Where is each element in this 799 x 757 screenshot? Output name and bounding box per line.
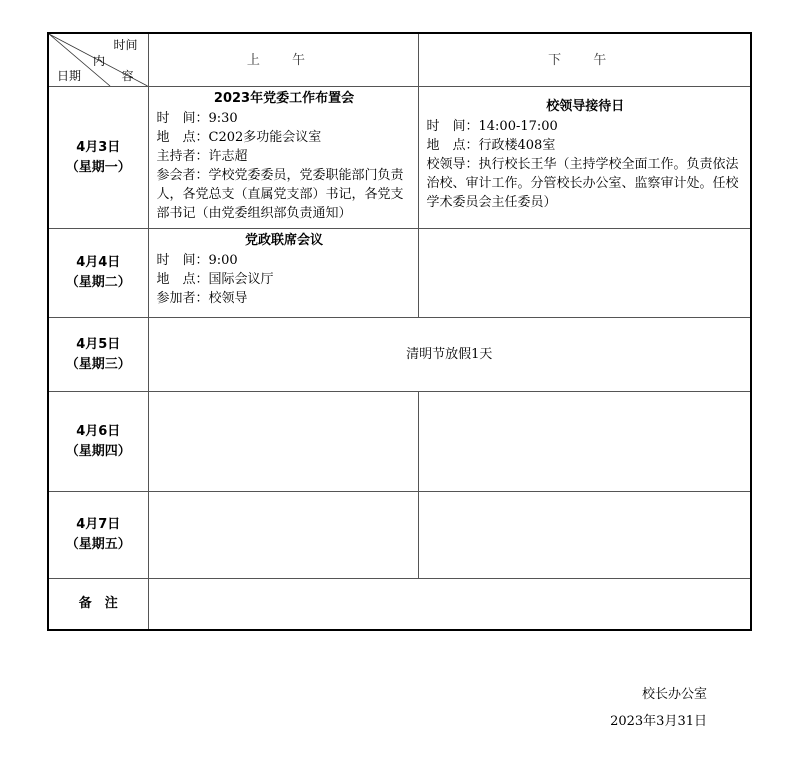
day-weekday: （星期一） [65,159,131,175]
day-date: 4月4日 [76,255,121,270]
corner-cell [48,33,148,87]
afternoon-cell [418,392,751,492]
morning-cell [148,492,418,579]
table-row [48,392,751,492]
event-attendees: 参会者：学校党委委员，党委职能部门负责人，各党总支（直属党支部）书记，各党支部书记（由党委组织部负责通知） [156,168,404,221]
day-date: 4月3日 [76,139,121,155]
day-cell [48,492,148,579]
morning-cell [148,229,418,318]
afternoon-cell [418,87,751,229]
corner-label-nei: 内 [93,54,106,68]
event-location: 地 点：国际会议厅 [156,272,274,287]
event-title: 2023年党委工作布置会 [213,91,355,106]
remarks-label: 备 注 [48,579,148,630]
day-weekday: （星期二） [65,275,131,290]
day-date: 4月5日 [76,336,121,352]
event-location: 地 点：行政楼408室 [426,138,556,153]
day-weekday: （星期五） [65,537,131,552]
day-cell [48,392,148,492]
event-location: 地 点：C202多功能会议室 [156,130,322,145]
issue-date: 2023年3月31日 [610,714,707,729]
remarks-cell [148,579,751,630]
header-row [48,33,751,87]
corner-label-date: 日期 [57,69,82,83]
morning-cell [148,392,418,492]
event-time: 时 间：9:30 [156,111,238,126]
afternoon-cell [418,492,751,579]
event-host: 主持者：许志超 [156,149,248,164]
morning-cell [148,87,418,229]
day-date: 4月7日 [76,517,121,532]
event-title: 校领导接待日 [546,99,625,114]
day-cell [48,229,148,318]
issuer-office: 校长办公室 [641,687,707,702]
weekly-schedule-table [47,32,752,631]
day-weekday: （星期四） [65,443,131,459]
event-time: 时 间：14:00-17:00 [426,119,558,134]
afternoon-cell [418,229,751,318]
event-leader: 校领导：执行校长王华（主持学校全面工作。负责依法治校、审计工作。分管校长办公室、监察审计处。任校学术委员会主任委员） [426,157,739,210]
table-row [48,318,751,392]
day-cell [48,318,148,392]
table-row [48,492,751,579]
event-time: 时 间：9:00 [156,253,238,268]
day-weekday: （星期三） [65,356,131,372]
header-afternoon: 下 午 [418,33,751,87]
table-row [48,87,751,229]
remarks-row [48,579,751,630]
table-row [48,229,751,318]
corner-label-rong: 容 [121,69,134,83]
holiday-cell: 清明节放假1天 [148,318,751,392]
corner-label-time: 时间 [113,38,138,52]
header-morning: 上 午 [148,33,418,87]
event-attendees: 参加者：校领导 [156,291,248,306]
day-cell [48,87,148,229]
event-title: 党政联席会议 [244,233,323,248]
day-date: 4月6日 [76,423,121,439]
